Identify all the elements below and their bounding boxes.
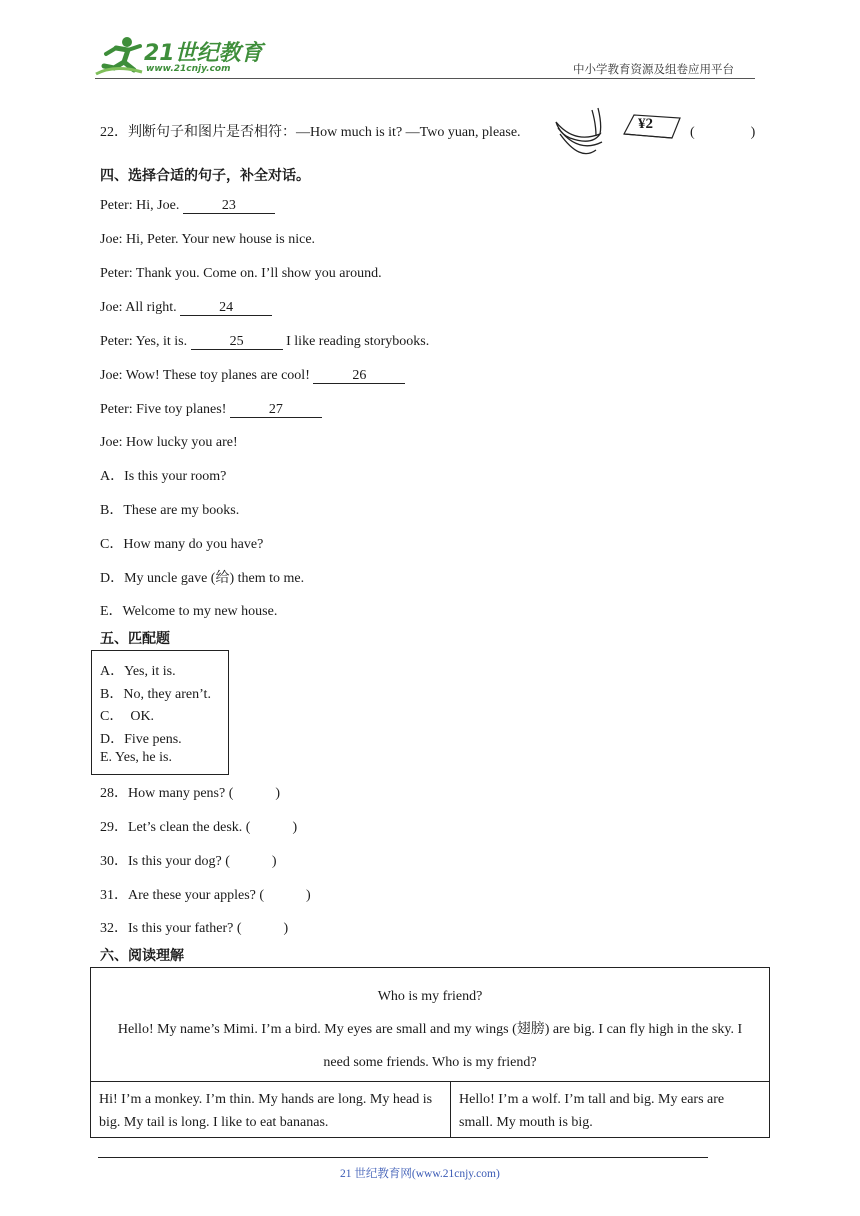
option-d: D．My uncle gave (给) them to me.: [100, 571, 305, 586]
dialogue-line: [100, 231, 315, 249]
match-option-a: A．Yes, it is.: [100, 664, 176, 679]
reading-cell-left: Hi! I’m a monkey. I’m thin. My hands are long. My head is big. My tail is long. I like to eat bananas.: [90, 1081, 451, 1138]
match-option-b: B．No, they aren’t.: [100, 687, 211, 702]
dialogue-text: Peter: Five toy planes!: [100, 402, 230, 417]
passage-text: Hello! My name’s Mimi. I’m a bird. My eyes are small and my wings (翅膀) are big. I can fly high in the sky. I need some friends. Who is my friend?: [117, 1022, 743, 1070]
answer-blank-23[interactable]: [183, 198, 275, 214]
match-option-c: C． OK.: [100, 709, 155, 724]
question-28: 28．How many pens? ( ): [100, 786, 281, 801]
runner-logo-icon: [94, 34, 146, 78]
logo-url: www.21cnjy.com: [146, 64, 231, 74]
question-22: [100, 124, 521, 142]
footer-text[interactable]: 21 世纪教育网(www.21cnjy.com): [340, 1168, 500, 1180]
reading-cell-right: Hello! I’m a wolf. I’m tall and big. My ears are small. My mouth is big.: [450, 1081, 770, 1138]
option-a: A．Is this your room?: [100, 469, 227, 484]
dialogue-line: [100, 333, 429, 351]
option-e: E．Welcome to my new house.: [100, 604, 278, 619]
dialogue-text: Joe: Hi, Peter. Your new house is nice.: [100, 232, 316, 247]
blank-number: 25: [229, 334, 244, 349]
price-tag-icon: [620, 112, 684, 140]
blank-number: 24: [219, 300, 234, 315]
question-32: 32．Is this your father? ( ): [100, 921, 289, 936]
question-22-text: 22．判断句子和图片是否相符：—How much is it? —Two yuan, please.: [100, 125, 521, 140]
dialogue-text: Joe: All right.: [100, 300, 181, 315]
dialogue-text: Peter: Thank you. Come on. I’ll show you around.: [100, 266, 382, 281]
dialogue-line: [100, 197, 275, 215]
dialogue-text: Joe: Wow! These toy planes are cool!: [100, 368, 314, 383]
bananas-icon: [552, 104, 608, 160]
blank-number: 27: [268, 402, 283, 417]
dialogue-line: [100, 434, 238, 452]
price-tag-text: ¥2: [638, 116, 653, 132]
blank-number: 23: [221, 198, 236, 213]
section-5-title: 五、匹配题: [100, 632, 170, 647]
dialogue-line: [100, 401, 322, 419]
dialogue-text: Peter: Hi, Joe.: [100, 198, 183, 213]
header-logo: [94, 34, 264, 78]
blank-number: 26: [352, 368, 367, 383]
dialogue-line: [100, 299, 272, 317]
header-divider: [95, 78, 755, 79]
header-platform-text: 中小学教育资源及组卷应用平台: [573, 62, 734, 76]
answer-blank-26[interactable]: [313, 368, 405, 384]
logo-text: 21世纪教育: [144, 41, 263, 66]
dialogue-line: [100, 265, 382, 283]
section-6-title: 六、阅读理解: [100, 949, 184, 964]
matching-options-box: [91, 650, 229, 775]
question-29: 29．Let’s clean the desk. ( ): [100, 820, 298, 835]
answer-blank-25[interactable]: [191, 334, 283, 350]
reading-passage-box: [90, 967, 770, 1082]
question-30: 30．Is this your dog? ( ): [100, 854, 277, 869]
answer-blank-24[interactable]: [180, 300, 272, 316]
section-4-title: 四、选择合适的句子，补全对话。: [100, 169, 310, 184]
question-31: 31．Are these your apples? ( ): [100, 888, 311, 903]
passage-title: Who is my friend?: [377, 989, 483, 1004]
dialogue-line: [100, 367, 405, 385]
footer-divider: [98, 1157, 708, 1158]
option-b: B．These are my books.: [100, 503, 240, 518]
dialogue-text: I like reading storybooks.: [282, 334, 430, 349]
question-22-answer-paren: ( ): [690, 125, 756, 140]
option-c: C．How many do you have?: [100, 537, 264, 552]
match-option-d: D．Five pens.: [100, 732, 182, 747]
dialogue-text: Peter: Yes, it is.: [100, 334, 191, 349]
answer-blank-27[interactable]: [230, 402, 322, 418]
match-option-e: E. Yes, he is.: [100, 750, 172, 765]
dialogue-text: Joe: How lucky you are!: [100, 435, 238, 450]
